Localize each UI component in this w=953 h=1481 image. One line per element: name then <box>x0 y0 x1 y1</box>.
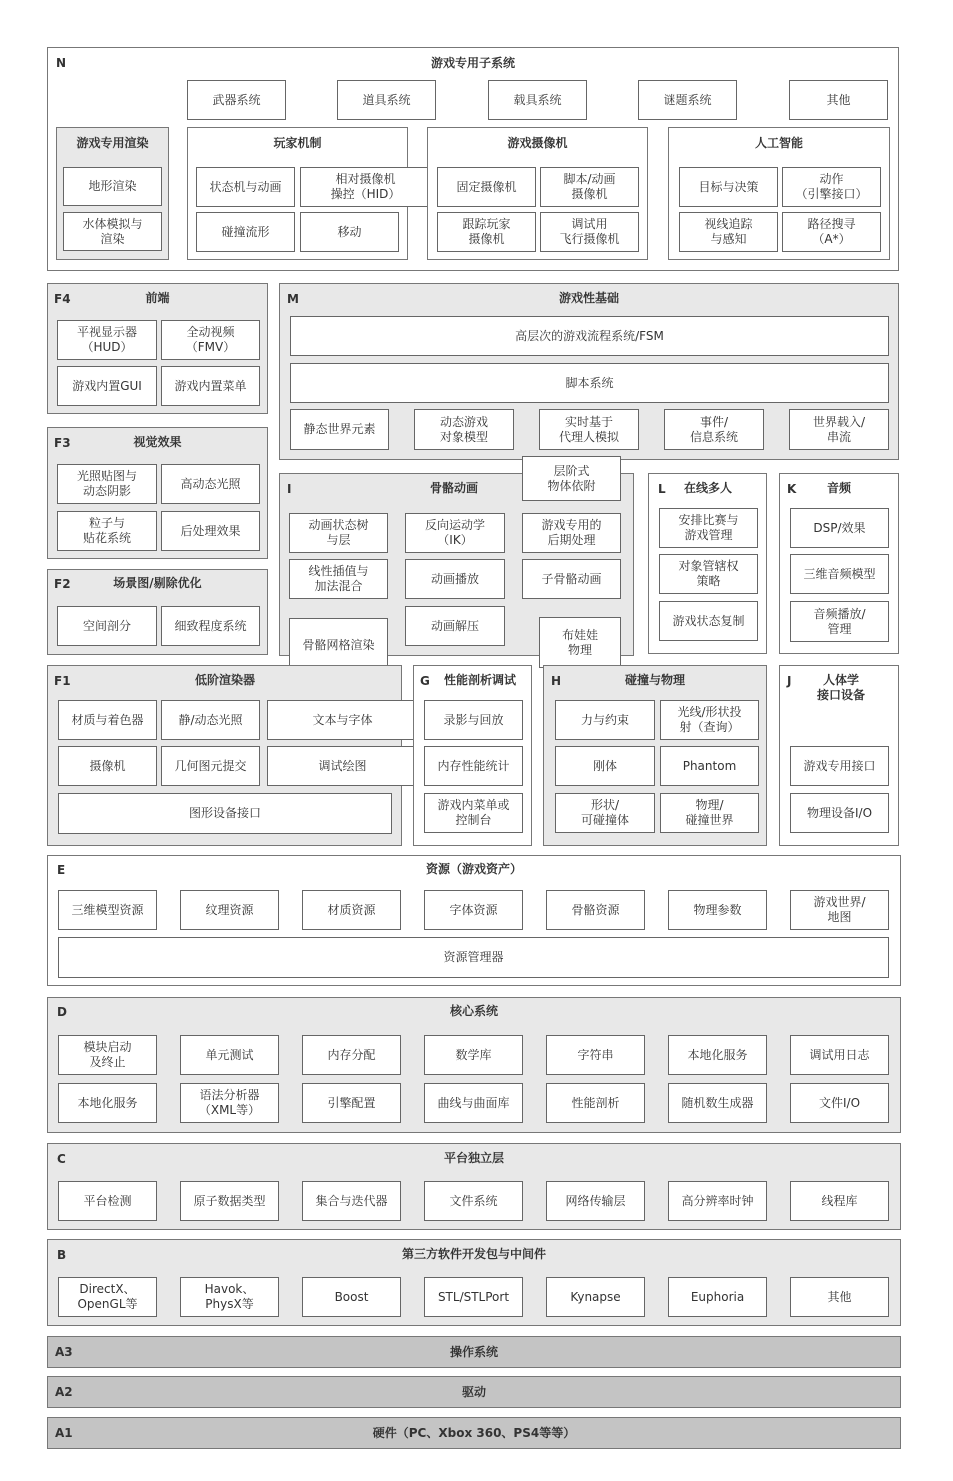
skinned-mesh-render-box: 骨骼网格渲染 <box>289 618 388 673</box>
layer-d-letter: D <box>57 1005 67 1019</box>
matchmaking-box: 安排比赛与 游戏管理 <box>659 508 758 548</box>
scripting-system-box: 脚本系统 <box>290 363 889 403</box>
follow-camera-box: 跟踪玩家 摄像机 <box>437 212 536 252</box>
game-state-replication-box: 游戏状态复制 <box>659 601 758 641</box>
other-game-system-box: 其他 <box>789 80 888 120</box>
state-machine-animation-box: 状态机与动画 <box>196 167 295 207</box>
lerp-additive-blend-box: 线性插值与 加法混合 <box>289 559 388 599</box>
directx-opengl-box: DirectX、 OpenGL等 <box>58 1277 157 1317</box>
primitive-submission-box: 几何图元提交 <box>161 746 260 786</box>
layer-m-letter: M <box>287 292 299 306</box>
debug-drawing-box: 调试绘图 <box>267 746 418 786</box>
layer-f4-letter: F4 <box>54 292 71 306</box>
havok-physx-box: Havok、 PhysX等 <box>180 1277 279 1317</box>
layer-l-title: 在线多人 <box>683 481 732 495</box>
physics-collision-world-box: 物理/ 碰撞世界 <box>660 793 759 833</box>
physical-device-io-box: 物理设备I/O <box>790 793 889 833</box>
post-processing-box: 后处理效果 <box>161 511 260 551</box>
static-dynamic-lighting-box: 静/动态光照 <box>161 700 260 740</box>
layer-i-title: 骨骼动画 <box>429 481 478 495</box>
layer-k-letter: K <box>787 482 797 496</box>
dsp-effects-box: DSP/效果 <box>790 508 889 548</box>
movement-box: 移动 <box>300 212 399 252</box>
layer-j-title: 人体学 接口设备 <box>816 673 865 702</box>
layer-g-title: 性能剖析调试 <box>443 673 516 687</box>
layer-c-title: 平台独立层 <box>443 1151 504 1165</box>
text-fonts-box: 文本与字体 <box>267 700 418 740</box>
3d-model-resource-box: 三维模型资源 <box>58 890 157 930</box>
material-resource-box: 材质资源 <box>302 890 401 930</box>
layer-a3-letter: A3 <box>55 1345 73 1359</box>
world-loading-streaming-box: 世界载入/ 串流 <box>789 409 889 450</box>
layer-g-letter: G <box>420 674 430 688</box>
layer-h-letter: H <box>551 674 562 688</box>
layer-f3-title: 视觉效果 <box>133 435 182 449</box>
math-library-box: 数学库 <box>424 1035 523 1075</box>
in-game-console-box: 游戏内菜单或 控制台 <box>424 793 523 833</box>
spatial-subdivision-box: 空间剖分 <box>57 606 157 646</box>
file-io-box: 文件I/O <box>790 1083 889 1123</box>
game-world-map-box: 游戏世界/ 地图 <box>790 890 889 930</box>
layer-h-title: 碰撞与物理 <box>624 673 685 687</box>
debug-logging-box: 调试用日志 <box>790 1035 889 1075</box>
rigid-bodies-box: 刚体 <box>555 746 655 786</box>
atomic-data-types-box: 原子数据类型 <box>180 1181 279 1221</box>
animation-state-tree-box: 动画状态树 与层 <box>289 513 388 553</box>
camera-render-box: 摄像机 <box>58 746 157 786</box>
ragdoll-physics-box: 布娃娃 物理 <box>539 617 621 668</box>
static-world-elements-box: 静态世界元素 <box>290 409 389 450</box>
font-resource-box: 字体资源 <box>424 890 523 930</box>
hud-box: 平视显示器 （HUD） <box>57 320 157 360</box>
layer-n-title: 游戏专用子系统 <box>430 56 515 70</box>
strings-box: 字符串 <box>546 1035 645 1075</box>
curves-surfaces-box: 曲线与曲面库 <box>424 1083 523 1123</box>
collections-iterators-box: 集合与迭代器 <box>302 1181 401 1221</box>
layer-a3-title: 操作系统 <box>449 1345 498 1359</box>
3d-audio-model-box: 三维音频模型 <box>790 554 889 594</box>
memory-allocation-box: 内存分配 <box>302 1035 401 1075</box>
animation-decompression-box: 动画解压 <box>405 606 505 646</box>
memory-stats-box: 内存性能统计 <box>424 746 523 786</box>
layer-j-letter: J <box>787 674 792 688</box>
weapon-system-box: 武器系统 <box>187 80 286 120</box>
graphics-device-interface-box: 图形设备接口 <box>58 793 392 834</box>
physics-params-box: 物理参数 <box>668 890 767 930</box>
water-render-box: 水体模拟与 渲染 <box>63 212 162 251</box>
layer-e-title: 资源（游戏资产） <box>425 862 522 876</box>
lightmaps-shadows-box: 光照贴图与 动态阴影 <box>57 464 157 504</box>
game-render-title: 游戏专用渲染 <box>76 136 149 150</box>
platform-detection-box: 平台检测 <box>58 1181 157 1221</box>
layer-d-title: 核心系统 <box>449 1004 498 1018</box>
layer-a2-letter: A2 <box>55 1385 73 1399</box>
layer-a1-title: 硬件（PC、Xbox 360、PS4等等） <box>372 1426 576 1440</box>
layer-f1-letter: F1 <box>54 674 71 688</box>
stl-stlport-box: STL/STLPort <box>424 1277 523 1317</box>
item-system-box: 道具系统 <box>337 80 436 120</box>
audio-playback-box: 音频播放/ 管理 <box>790 601 889 642</box>
actions-engine-interface-box: 动作 （引擎接口） <box>782 167 881 207</box>
sub-skeletal-animation-box: 子骨骼动画 <box>522 559 621 599</box>
layer-c-letter: C <box>57 1152 66 1166</box>
resource-manager-box: 资源管理器 <box>58 937 889 978</box>
layer-f4-title: 前端 <box>145 291 170 305</box>
particles-decals-box: 粒子与 贴花系统 <box>57 511 157 551</box>
threading-library-box: 线程库 <box>790 1181 889 1221</box>
pathfinding-box: 路径搜寻 （A*） <box>782 212 881 252</box>
fmv-box: 全动视频 （FMV） <box>161 320 260 360</box>
localization-service-2-box: 本地化服务 <box>58 1083 157 1123</box>
layer-l-letter: L <box>658 482 666 496</box>
layer-f1-title: 低阶渲染器 <box>194 673 255 687</box>
layer-a1-letter: A1 <box>55 1426 73 1440</box>
phantom-box: Phantom <box>660 746 759 786</box>
agent-simulation-box: 实时基于 代理人模拟 <box>539 409 639 450</box>
hierarchical-attachment-box: 层阶式 物体依附 <box>522 456 621 501</box>
game-camera-title: 游戏摄像机 <box>507 136 568 150</box>
animation-playback-box: 动画播放 <box>405 559 505 599</box>
game-specific-interface-box: 游戏专用接口 <box>790 746 889 786</box>
layer-k-title: 音频 <box>826 481 851 495</box>
layer-b-letter: B <box>57 1248 67 1262</box>
layer-f2-title: 场景图/剔除优化 <box>113 576 202 590</box>
recording-playback-box: 录影与回放 <box>424 700 523 740</box>
in-game-gui-box: 游戏内置GUI <box>57 366 157 406</box>
unit-testing-box: 单元测试 <box>180 1035 279 1075</box>
shapes-collidables-box: 形状/ 可碰撞体 <box>555 793 655 833</box>
object-authority-box: 对象管辖权 策略 <box>659 554 758 594</box>
skeleton-resource-box: 骨骼资源 <box>546 890 645 930</box>
materials-shaders-box: 材质与着色器 <box>58 700 157 740</box>
hi-res-timer-box: 高分辨率时钟 <box>668 1181 767 1221</box>
vehicle-system-box: 载具系统 <box>488 80 587 120</box>
dynamic-object-model-box: 动态游戏 对象模型 <box>414 409 514 450</box>
ai-title: 人工智能 <box>754 136 803 150</box>
engine-config-box: 引擎配置 <box>302 1083 401 1123</box>
hdr-lighting-box: 高动态光照 <box>161 464 260 504</box>
boost-box: Boost <box>302 1277 401 1317</box>
player-mechanics-title: 玩家机制 <box>273 136 322 150</box>
high-level-flow-fsm-box: 高层次的游戏流程系统/FSM <box>290 316 889 356</box>
layer-a2-title: 驱动 <box>461 1385 486 1399</box>
layer-f2-letter: F2 <box>54 577 71 591</box>
layer-m-title: 游戏性基础 <box>558 291 619 305</box>
rng-box: 随机数生成器 <box>668 1083 767 1123</box>
kynapse-box: Kynapse <box>546 1277 645 1317</box>
in-game-menu-box: 游戏内置菜单 <box>161 366 260 406</box>
profiling-box: 性能剖析 <box>546 1083 645 1123</box>
texture-resource-box: 纹理资源 <box>180 890 279 930</box>
camera-relative-control-box: 相对摄像机 操控（HID） <box>300 167 431 207</box>
ray-shape-casting-box: 光线/形状投 射（查询） <box>660 700 759 740</box>
localization-service-box: 本地化服务 <box>668 1035 767 1075</box>
module-startup-box: 模块启动 及终止 <box>58 1035 157 1075</box>
layer-e-letter: E <box>57 863 66 877</box>
layer-n-letter: N <box>56 56 67 70</box>
network-transport-box: 网络传输层 <box>546 1181 645 1221</box>
file-system-box: 文件系统 <box>424 1181 523 1221</box>
parsers-xml-box: 语法分析器 （XML等） <box>180 1083 279 1123</box>
debug-fly-camera-box: 调试用 飞行摄像机 <box>540 212 639 252</box>
forces-constraints-box: 力与约束 <box>555 700 655 740</box>
terrain-render-box: 地形渲染 <box>63 167 162 206</box>
post-processing-anim-box: 游戏专用的 后期处理 <box>522 513 621 553</box>
puzzle-system-box: 谜题系统 <box>638 80 737 120</box>
goals-decision-box: 目标与决策 <box>679 167 778 207</box>
sight-perception-box: 视线追踪 与感知 <box>679 212 778 252</box>
layer-f3-letter: F3 <box>54 436 71 450</box>
scripted-camera-box: 脚本/动画 摄像机 <box>540 167 639 207</box>
other-sdk-box: 其他 <box>790 1277 889 1317</box>
event-messaging-box: 事件/ 信息系统 <box>664 409 764 450</box>
layer-i-letter: I <box>287 482 292 496</box>
layer-b-title: 第三方软件开发包与中间件 <box>401 1247 546 1261</box>
ik-box: 反向运动学 （IK） <box>405 513 505 553</box>
euphoria-box: Euphoria <box>668 1277 767 1317</box>
lod-system-box: 细致程度系统 <box>161 606 260 646</box>
collision-manifold-box: 碰撞流形 <box>196 212 295 252</box>
fixed-camera-box: 固定摄像机 <box>437 167 536 207</box>
